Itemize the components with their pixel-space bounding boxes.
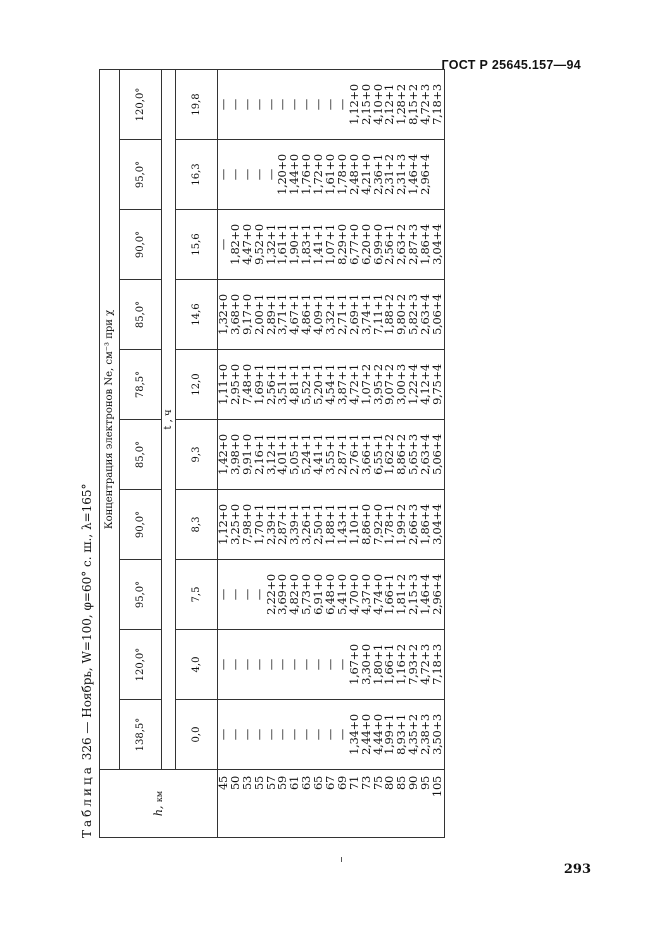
- table-cell: —: [311, 658, 326, 671]
- table-cell: 7,98+0: [239, 504, 254, 545]
- caption-prefix: Таблица: [80, 764, 94, 838]
- table-cell: 4,21+0: [358, 154, 373, 195]
- h-value: 65: [311, 776, 326, 791]
- table-cell: 1,16+2: [394, 644, 409, 685]
- table-cell: 1,61+1: [275, 224, 290, 265]
- table-cell: 3,68+0: [227, 294, 242, 335]
- table-cell: —: [216, 168, 230, 181]
- table-cell: 4,86+1: [299, 294, 314, 335]
- h-value: 53: [239, 776, 254, 791]
- h-value: 71: [346, 776, 361, 791]
- page-number: 293: [563, 862, 591, 877]
- table-cell: 2,50+1: [311, 504, 326, 545]
- h-value: 90: [406, 776, 421, 791]
- table-cell: 6,77+0: [346, 224, 361, 265]
- table-cell: 4,81+1: [287, 364, 302, 405]
- document-code: ГОСТ Р 25645.157—94: [441, 58, 581, 72]
- table-cell: 6,20+0: [358, 224, 373, 265]
- table-cell: 5,06+4: [430, 434, 445, 475]
- h-value: 59: [275, 776, 290, 791]
- h-unit: км: [155, 790, 164, 803]
- table-cell: —: [251, 728, 266, 741]
- table-cell: —: [216, 588, 230, 601]
- table-cell: 4,54+1: [323, 364, 338, 405]
- table-cell: 2,69+1: [346, 294, 361, 335]
- chi-header-1: 120,0°: [120, 630, 162, 700]
- table-cell: 2,63+4: [418, 434, 433, 475]
- electron-density-table: [99, 69, 445, 838]
- chi-header-3: 90,0°: [120, 490, 162, 560]
- table-cell: —: [239, 728, 254, 741]
- table-cell: 3,55+1: [323, 434, 338, 475]
- h-value: 67: [323, 776, 338, 791]
- h-value: 61: [287, 776, 302, 791]
- table-cell: 1,99+1: [382, 714, 397, 755]
- table-cell: —: [275, 98, 290, 111]
- table-cell: 6,55+1: [370, 434, 385, 475]
- table-cell: 1,72+0: [311, 154, 326, 195]
- table-cell: 1,20+0: [275, 154, 290, 195]
- table-cell: 9,91+0: [239, 434, 254, 475]
- chi-header-6: 85,0°: [120, 280, 162, 350]
- table-cell: —: [227, 658, 242, 671]
- table-cell: —: [251, 98, 266, 111]
- table-cell: 2,12+1: [382, 84, 397, 125]
- data-column-3: [218, 490, 445, 560]
- h-column-header: h, км: [100, 770, 218, 838]
- table-cell: —: [323, 658, 338, 671]
- table-cell: 3,04+4: [430, 504, 445, 545]
- table-cell: 3,74+1: [358, 294, 373, 335]
- table-cell: 1,78+1: [382, 504, 397, 545]
- table-cell: 5,24+1: [299, 434, 314, 475]
- table-cell: 3,04+4: [430, 224, 445, 265]
- table-cell: —: [334, 728, 349, 741]
- table-cell: 1,61+0: [323, 154, 338, 195]
- table-cell: —: [227, 728, 242, 741]
- table-cell: 4,37+0: [358, 574, 373, 615]
- table-cell: 7,18+3: [430, 84, 445, 125]
- table-cell: 1,86+4: [418, 224, 433, 265]
- table-cell: 4,35+2: [406, 714, 421, 755]
- table-cell: —: [239, 588, 254, 601]
- table-cell: 4,01+1: [275, 434, 290, 475]
- table-cell: 4,44+0: [370, 714, 385, 755]
- table-cell: —: [216, 658, 230, 671]
- table-caption: [75, 63, 99, 838]
- table-cell: 4,72+3: [418, 84, 433, 125]
- table-cell: 5,73+0: [299, 574, 314, 615]
- table-cell: 6,99+0: [370, 224, 385, 265]
- table-cell: 4,12+4: [418, 364, 433, 405]
- table-cell: 1,78+0: [334, 154, 349, 195]
- table-cell: 1,82+0: [227, 224, 242, 265]
- table-cell: 3,69+0: [275, 574, 290, 615]
- table-cell: 1,69+1: [251, 364, 266, 405]
- rotated-table-block: [75, 63, 578, 838]
- table-cell: —: [287, 98, 302, 111]
- table-cell: 2,87+3: [406, 224, 421, 265]
- table-cell: 3,71+1: [275, 294, 290, 335]
- table-cell: 1,80+1: [370, 644, 385, 685]
- table-cell: 3,66+1: [358, 434, 373, 475]
- table-cell: 8,86+2: [394, 434, 409, 475]
- table-cell: 8,15+2: [406, 84, 421, 125]
- chi-header-4: 85,0°: [120, 420, 162, 490]
- table-cell: 7,18+3: [430, 644, 445, 685]
- table-cell: 5,52+1: [299, 364, 314, 405]
- table-cell: 2,39+1: [263, 504, 278, 545]
- table-cell: 1,46+4: [406, 154, 421, 195]
- table-cell: 2,00+1: [251, 294, 266, 335]
- table-cell: 7,48+0: [239, 364, 254, 405]
- table-cell: 1,10+1: [346, 504, 361, 545]
- table-cell: —: [323, 728, 338, 741]
- t-header-2: 7,5: [176, 560, 218, 630]
- table-cell: —: [216, 238, 230, 251]
- h-value: 45: [216, 776, 230, 791]
- table-cell: 7,11+1: [370, 294, 385, 335]
- table-cell: 1,83+1: [299, 224, 314, 265]
- table-cell: 1,86+4: [418, 504, 433, 545]
- data-column-9: [218, 69, 445, 139]
- table-cell: —: [275, 658, 290, 671]
- table-cell: 1,90+1: [287, 224, 302, 265]
- table-cell: 5,41+0: [334, 574, 349, 615]
- data-column-6: [218, 280, 445, 350]
- table-cell: 4,70+0: [346, 574, 361, 615]
- h-value: 55: [251, 776, 266, 791]
- table-cell: 2,38+3: [418, 714, 433, 755]
- table-cell: —: [334, 658, 349, 671]
- table-cell: 1,07+2: [358, 364, 373, 405]
- table-cell: 9,17+0: [239, 294, 254, 335]
- table-cell: 2,89+1: [263, 294, 278, 335]
- table-cell: 3,87+1: [334, 364, 349, 405]
- chi-header-5: 78,5°: [120, 350, 162, 420]
- chi-header-9: 120,0°: [120, 69, 162, 139]
- t-header-1: 4,0: [176, 630, 218, 700]
- t-header-4: 9,3: [176, 420, 218, 490]
- table-cell: 1,12+0: [216, 504, 230, 545]
- table-cell: 3,50+3: [430, 714, 445, 755]
- table-cell: —: [239, 658, 254, 671]
- table-cell: 9,75+4: [430, 364, 445, 405]
- table-cell: 4,47+0: [239, 224, 254, 265]
- table-cell: 7,92+0: [370, 504, 385, 545]
- h-label: h: [152, 809, 165, 817]
- group-header: Концентрация электронов Nе, см⁻³ при χ: [100, 69, 120, 769]
- table-cell: 2,95+0: [227, 364, 242, 405]
- margin-mark: [341, 857, 342, 862]
- h-value: 105: [430, 776, 445, 798]
- table-cell: 1,67+0: [346, 644, 361, 685]
- table-cell: 2,15+3: [406, 574, 421, 615]
- table-cell: 5,05+1: [287, 434, 302, 475]
- h-value: 75: [370, 776, 385, 791]
- t-header-8: 16,3: [176, 140, 218, 210]
- t-header-3: 8,3: [176, 490, 218, 560]
- table-cell: —: [263, 728, 278, 741]
- table-cell: 3,32+1: [323, 294, 338, 335]
- table-cell: —: [334, 98, 349, 111]
- data-column-7: [218, 210, 445, 280]
- table-cell: —: [299, 98, 314, 111]
- table-cell: —: [299, 658, 314, 671]
- table-cell: —: [227, 168, 242, 181]
- table-cell: 1,88+1: [323, 504, 338, 545]
- table-cell: 4,82+0: [287, 574, 302, 615]
- table-cell: 1,28+2: [394, 84, 409, 125]
- table-cell: 4,72+3: [418, 644, 433, 685]
- table-cell: 3,95+2: [370, 364, 385, 405]
- table-cell: 3,39+1: [287, 504, 302, 545]
- table-cell: 2,44+0: [358, 714, 373, 755]
- table-cell: 1,41+1: [311, 224, 326, 265]
- table-cell: —: [323, 98, 338, 111]
- table-cell: 1,11+0: [216, 364, 230, 405]
- table-cell: 2,16+1: [251, 434, 266, 475]
- table-cell: 3,98+0: [227, 434, 242, 475]
- table-cell: 5,06+4: [430, 294, 445, 335]
- table-cell: 1,46+4: [418, 574, 433, 615]
- h-value: 85: [394, 776, 409, 791]
- t-header-row: [176, 69, 218, 837]
- table-cell: 1,32+1: [263, 224, 278, 265]
- chi-header-0: 138,5°: [120, 700, 162, 770]
- table-cell: —: [251, 588, 266, 601]
- table-cell: 6,91+0: [311, 574, 326, 615]
- table-cell: 2,56+1: [382, 224, 397, 265]
- table-cell: —: [263, 98, 278, 111]
- table-cell: 1,66+1: [382, 644, 397, 685]
- table-cell: 4,72+1: [346, 364, 361, 405]
- table-cell: 4,09+1: [311, 294, 326, 335]
- table-cell: 1,76+0: [299, 154, 314, 195]
- table-cell: —: [239, 98, 254, 111]
- table-cell: 2,63+4: [418, 294, 433, 335]
- table-cell: 1,32+0: [216, 294, 230, 335]
- table-cell: 3,25+0: [227, 504, 242, 545]
- table-cell: 2,36+1: [370, 154, 385, 195]
- h-value: 95: [418, 776, 433, 791]
- table-cell: —: [311, 728, 326, 741]
- table-cell: 3,26+1: [299, 504, 314, 545]
- table-cell: —: [216, 728, 230, 741]
- table-cell: 3,51+1: [275, 364, 290, 405]
- table-cell: 1,42+0: [216, 434, 230, 475]
- table-cell: 8,86+0: [358, 504, 373, 545]
- table-cell: —: [216, 98, 230, 111]
- h-value: 50: [227, 776, 242, 791]
- table-cell: 1,44+0: [287, 154, 302, 195]
- table-cell: 1,62+2: [382, 434, 397, 475]
- h-value: 80: [382, 776, 397, 791]
- data-column-5: [218, 350, 445, 420]
- table-cell: 1,66+1: [382, 574, 397, 615]
- table-cell: 3,30+0: [358, 644, 373, 685]
- table-cell: 1,34+0: [346, 714, 361, 755]
- table-cell: 2,87+1: [334, 434, 349, 475]
- table-cell: 2,31+3: [394, 154, 409, 195]
- data-column-0: [218, 700, 445, 770]
- table-cell: 1,88+2: [382, 294, 397, 335]
- table-cell: 2,15+0: [358, 84, 373, 125]
- table-cell: —: [311, 98, 326, 111]
- table-cell: 1,99+2: [394, 504, 409, 545]
- table-cell: —: [263, 168, 278, 181]
- data-block-row: [218, 69, 445, 837]
- h-value: 57: [263, 776, 278, 791]
- table-cell: 8,29+0: [334, 224, 349, 265]
- table-cell: —: [239, 168, 254, 181]
- time-row-label: t , ч: [162, 69, 176, 769]
- table-cell: 6,48+0: [323, 574, 338, 615]
- table-cell: 2,22+0: [263, 574, 278, 615]
- chi-header-2: 95,0°: [120, 560, 162, 630]
- table-cell: 2,71+1: [334, 294, 349, 335]
- table-cell: —: [275, 728, 290, 741]
- h-value: 63: [299, 776, 314, 791]
- h-value: 73: [358, 776, 373, 791]
- table-cell: 2,96+4: [418, 154, 433, 195]
- table-cell: 2,63+2: [394, 224, 409, 265]
- t-header-7: 15,6: [176, 210, 218, 280]
- table-cell: 9,07+2: [382, 364, 397, 405]
- table-cell: —: [227, 588, 242, 601]
- table-cell: 1,70+1: [251, 504, 266, 545]
- table-cell: 2,96+4: [430, 574, 445, 615]
- table-cell: 1,12+0: [346, 84, 361, 125]
- table-cell: —: [287, 658, 302, 671]
- table-cell: 3,12+1: [263, 434, 278, 475]
- table-cell: 2,76+1: [346, 434, 361, 475]
- h-value: 69: [334, 776, 349, 791]
- table-cell: 9,52+0: [251, 224, 266, 265]
- table-cell: 9,80+2: [394, 294, 409, 335]
- table-cell: 4,74+0: [370, 574, 385, 615]
- data-column-4: [218, 420, 445, 490]
- t-header-6: 14,6: [176, 280, 218, 350]
- data-column-2: [218, 560, 445, 630]
- table-cell: —: [287, 728, 302, 741]
- table-cell: —: [299, 728, 314, 741]
- table-cell: —: [227, 98, 242, 111]
- table-cell: 7,93+2: [406, 644, 421, 685]
- t-header-0: 0,0: [176, 700, 218, 770]
- table-cell: 2,31+2: [382, 154, 397, 195]
- table-cell: 5,20+1: [311, 364, 326, 405]
- table-cell: 1,43+1: [334, 504, 349, 545]
- t-header-5: 12,0: [176, 350, 218, 420]
- chi-header-7: 90,0°: [120, 210, 162, 280]
- table-cell: —: [251, 658, 266, 671]
- table-cell: 1,07+1: [323, 224, 338, 265]
- table-cell: 4,67+1: [287, 294, 302, 335]
- caption-text: 326 — Ноябрь, W=100, φ=60° с. ш., λ=165°: [80, 483, 94, 761]
- table-cell: 2,48+0: [346, 154, 361, 195]
- table-cell: 2,66+3: [406, 504, 421, 545]
- table-cell: 5,65+3: [406, 434, 421, 475]
- table-cell: 1,81+2: [394, 574, 409, 615]
- t-header-9: 19,8: [176, 69, 218, 139]
- chi-header-row: [120, 69, 162, 837]
- data-column-1: [218, 630, 445, 700]
- table-cell: 1,22+4: [406, 364, 421, 405]
- table-cell: 3,00+3: [394, 364, 409, 405]
- table-cell: —: [251, 168, 266, 181]
- table-cell: 4,10+0: [370, 84, 385, 125]
- chi-header-8: 95,0°: [120, 140, 162, 210]
- table-cell: 8,93+1: [394, 714, 409, 755]
- table-cell: 2,56+1: [263, 364, 278, 405]
- table-cell: 5,82+3: [406, 294, 421, 335]
- data-column-8: [218, 140, 445, 210]
- table-cell: 2,87+1: [275, 504, 290, 545]
- h-values-cell: [218, 770, 445, 838]
- table-cell: 4,41+1: [311, 434, 326, 475]
- table-cell: —: [263, 658, 278, 671]
